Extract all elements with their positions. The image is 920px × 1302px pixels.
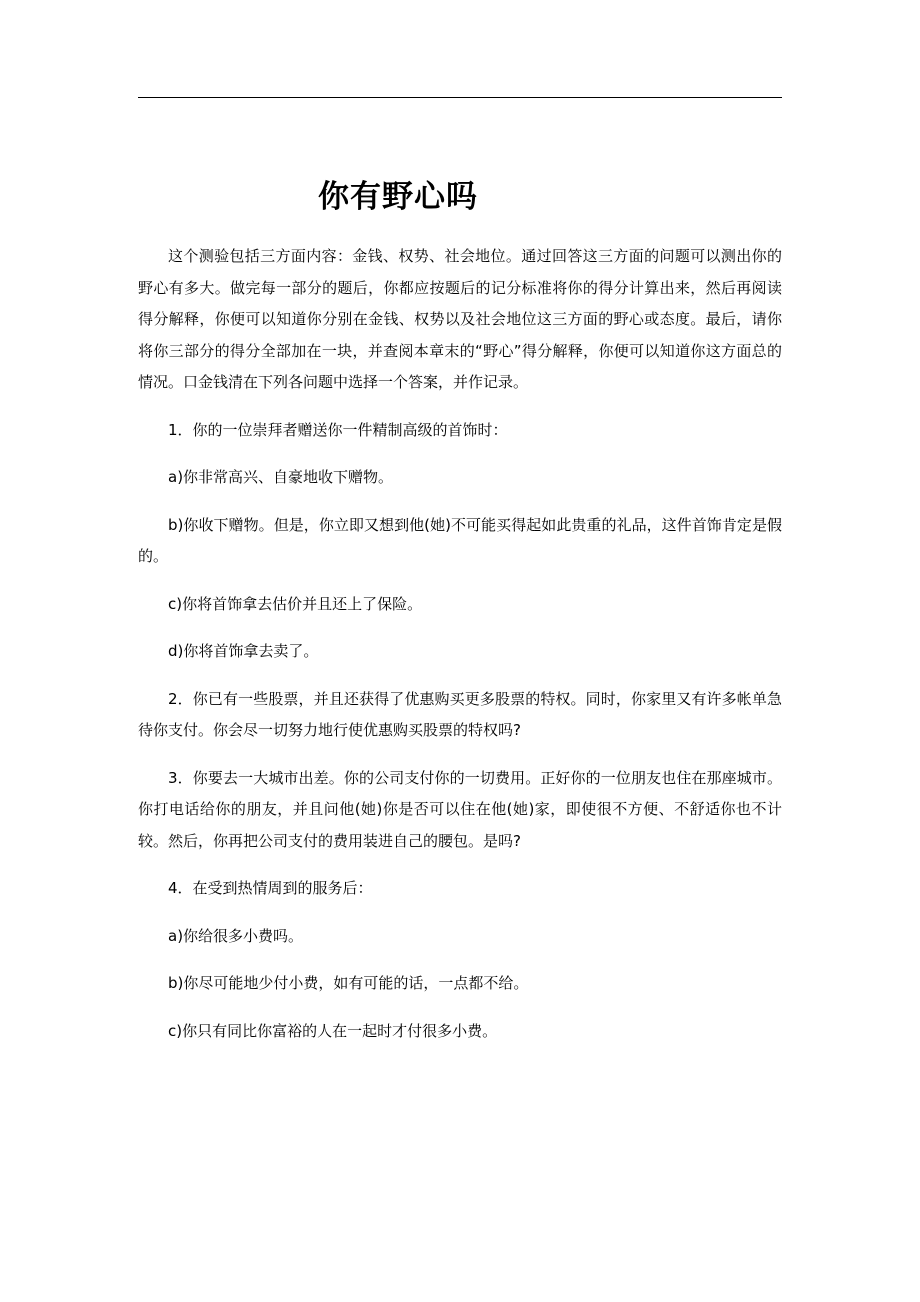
question-4-option-a: a)你给很多小费吗。 <box>168 926 304 945</box>
question-1: 1．你的一位崇拜者赠送你一件精制高级的首饰时： <box>168 420 508 439</box>
document-title: 你有野心吗 <box>318 179 478 215</box>
header-rule <box>138 97 782 98</box>
document-body <box>138 241 782 1047</box>
question-3: 3．你要去一大城市出差。你的公司支付你的一切费用。正好你的一位朋友也住在那座城市。你打电话给你的朋友，并且问他(她)你是否可以住在他(她)家，即使很不方便、不舒适你也不计较。然后，你再把公司支付的费用装进自己的腰包。是吗? <box>138 768 782 850</box>
question-1-option-d: d)你将首饰拿去卖了。 <box>168 642 319 660</box>
question-2: 2．你已有一些股票，并且还获得了优惠购买更多股票的特权。同时，你家里又有许多帐单急待你支付。你会尽一切努力地行使优惠购买股票的特权吗? <box>138 689 782 739</box>
question-4: 4．在受到热情周到的服务后： <box>168 879 373 897</box>
question-1-option-a: a)你非常高兴、自豪地收下赠物。 <box>168 468 394 486</box>
question-4-option-c: c)你只有同比你富裕的人在一起时才付很多小费。 <box>168 1021 498 1040</box>
question-1-option-b: b)你收下赠物。但是，你立即又想到他(她)不可能买得起如此贵重的礼品，这件首饰肯定是假的。 <box>138 515 782 565</box>
question-4-option-b: b)你尽可能地少付小费，如有可能的话，一点都不给。 <box>168 974 529 992</box>
question-1-option-c: c)你将首饰拿去估价并且还上了保险。 <box>168 594 423 613</box>
intro-paragraph: 这个测验包括三方面内容：金钱、权势、社会地位。通过回答这三方面的问题可以测出你的野心有多大。做完每一部分的题后，你都应按题后的记分标准将你的得分计算出来，然后再阅读得分解释，你便可以知道你分别在金钱、权势以及社会地位这三方面的野心或态度。最后，请你将你三部分的得分全部加在一块，并查阅本章末的“野心”得分解释，你便可以知道你这方面总的情况。口金钱清在下列各问题中选择一个答案，并作记录。 <box>138 247 782 391</box>
